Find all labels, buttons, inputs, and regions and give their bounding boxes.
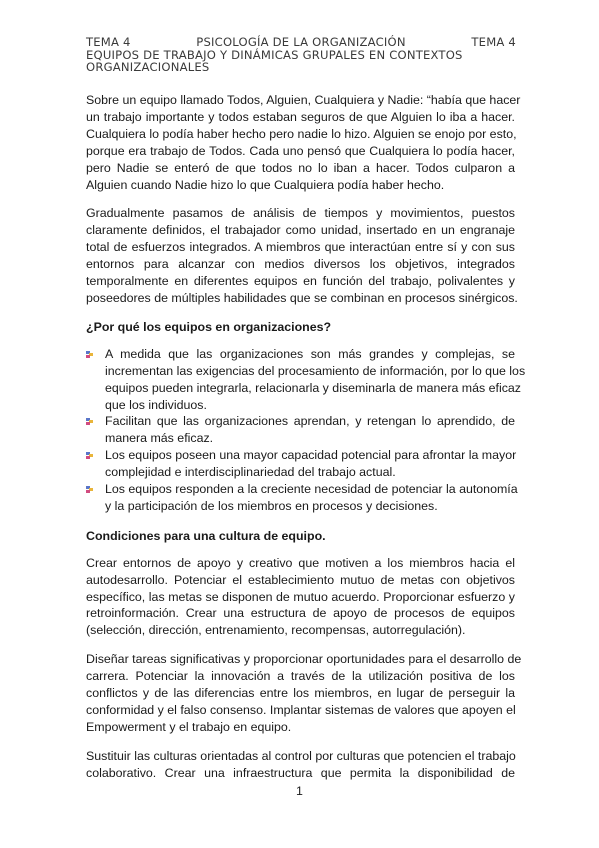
intro-paragraph <box>86 92 521 193</box>
text-line: Alguien cuando Nadie hizo lo que Cualquiera podía haber hecho. <box>86 177 445 192</box>
text-line: porque era trabajo de Todos. Cada uno pensó que Cualquiera lo podía hacer, <box>86 143 515 158</box>
header-row <box>86 36 516 49</box>
text-line: complejidad e interdisciplinariedad del trabajo actual. <box>105 465 396 480</box>
text-line: colaborativo. Crear una infraestructura que permita la disponibilidad de <box>86 765 515 780</box>
document-body <box>86 92 526 794</box>
text-line: Facilitan que las organizaciones aprendan, y retengan lo aprendido, de <box>105 414 515 429</box>
text-line: específico, las metas se disponen de mutuo acuerdo. Proporcionar esfuerzo y <box>86 589 515 604</box>
text-line: Cualquiera lo podía haber hecho pero nadie lo hizo. Alguien se enojo por esto, <box>86 126 517 141</box>
text-line: y la participación de los miembros en procesos y decisiones. <box>105 498 438 513</box>
text-line: poseedores de múltiples habilidades que se combinan en procesos sinérgicos. <box>86 290 518 305</box>
page-header <box>86 36 516 74</box>
conditions-paragraph-2 <box>86 651 522 736</box>
text-line: Crear entornos de apoyo y creativo que motiven a los miembros hacia el <box>86 555 515 570</box>
bullet-list <box>86 346 526 515</box>
evolution-paragraph <box>86 205 518 306</box>
conditions-paragraph-3 <box>86 748 515 782</box>
text-line: (selección, dirección, entrenamiento, recompensas, autorregulación). <box>86 623 466 638</box>
text-line: claramente definidos, el trabajador como unidad, insertado en un engranaje <box>86 223 515 238</box>
section-heading-team-culture: Condiciones para una cultura de equipo. <box>86 528 326 543</box>
text-line: Sobre un equipo llamado Todos, Alguien, Cualquiera y Nadie: “había que hacer <box>86 93 521 107</box>
header-chapter-title-line1: EQUIPOS DE TRABAJO Y DINÁMICAS GRUPALES EN CONTEXTOS <box>86 47 463 62</box>
list-item <box>86 413 515 447</box>
text-line: autodesarrollo. Potenciar el establecimiento mutuo de metas con objetivos <box>86 572 515 587</box>
text-line: carrera. Potenciar la innovación a través de la utilización positiva de los <box>86 669 515 684</box>
text-line: Sustituir las culturas orientadas al control por culturas que potencien el trabajo <box>86 748 516 763</box>
text-line: temporalmente en diferentes equipos en función del trabajo, polivalentes y <box>86 274 515 289</box>
header-subject-title: PSICOLOGÍA DE LA ORGANIZACIÓN <box>196 35 406 49</box>
text-line: Gradualmente pasamos de análisis de tiempos y movimientos, puestos <box>86 206 515 221</box>
text-line: incrementan las exigencias del procesamiento de información, por lo que los <box>105 363 526 378</box>
text-line: conformidad y el falso consenso. Implantar sistemas de valores que apoyen el <box>86 703 516 717</box>
text-line: Empowerment y el trabajo en equipo. <box>86 719 292 734</box>
text-line: retroinformación. Crear una estructura de apoyo de procesos de equipos <box>86 606 515 621</box>
text-line: un trabajo importante y todos estaban seguros de que Alguien lo iba a hacer. <box>86 109 515 124</box>
text-line: manera más eficaz. <box>105 431 214 446</box>
text-line: pero Nadie se enteró de que todos no lo iban a hacer. Todos culparon a <box>86 160 515 175</box>
text-line: conflictos y de las diferencias entre los miembros, en lugar de perseguir la <box>86 686 515 701</box>
bullet-icon <box>86 418 93 425</box>
page-number: 1 <box>296 784 303 798</box>
list-item <box>86 447 515 481</box>
header-chapter-title-line2: ORGANIZACIONALES <box>86 60 210 75</box>
list-item <box>86 346 526 414</box>
bullet-icon <box>86 486 93 493</box>
text-line: A medida que las organizaciones son más grandes y complejas, se <box>105 346 515 361</box>
bullet-icon <box>86 452 93 459</box>
text-line: equipos pueden integrarla, relacionarla y diseminarla de manera más eficaz <box>105 380 522 395</box>
list-item <box>86 481 518 515</box>
header-topic-left: TEMA 4 <box>86 35 131 49</box>
text-line: total de esfuerzos integrados. A miembros que interactúan entre sí y con sus <box>86 240 515 255</box>
text-line: Los equipos poseen una mayor capacidad potencial para afrontar la mayor <box>105 448 517 463</box>
text-line: que los individuos. <box>105 397 207 412</box>
header-topic-right: TEMA 4 <box>471 35 516 49</box>
bullet-icon <box>86 351 93 358</box>
text-line: entornos para alcanzar con medios diversos los objetivos, integrados <box>86 257 515 272</box>
section-heading-why-teams: ¿Por qué los equipos en organizaciones? <box>86 319 332 334</box>
text-line: Los equipos responden a la creciente necesidad de potenciar la autonomía <box>105 482 518 497</box>
conditions-paragraph-1 <box>86 555 515 640</box>
text-line: Diseñar tareas significativas y proporcionar oportunidades para el desarrollo de <box>86 652 522 667</box>
